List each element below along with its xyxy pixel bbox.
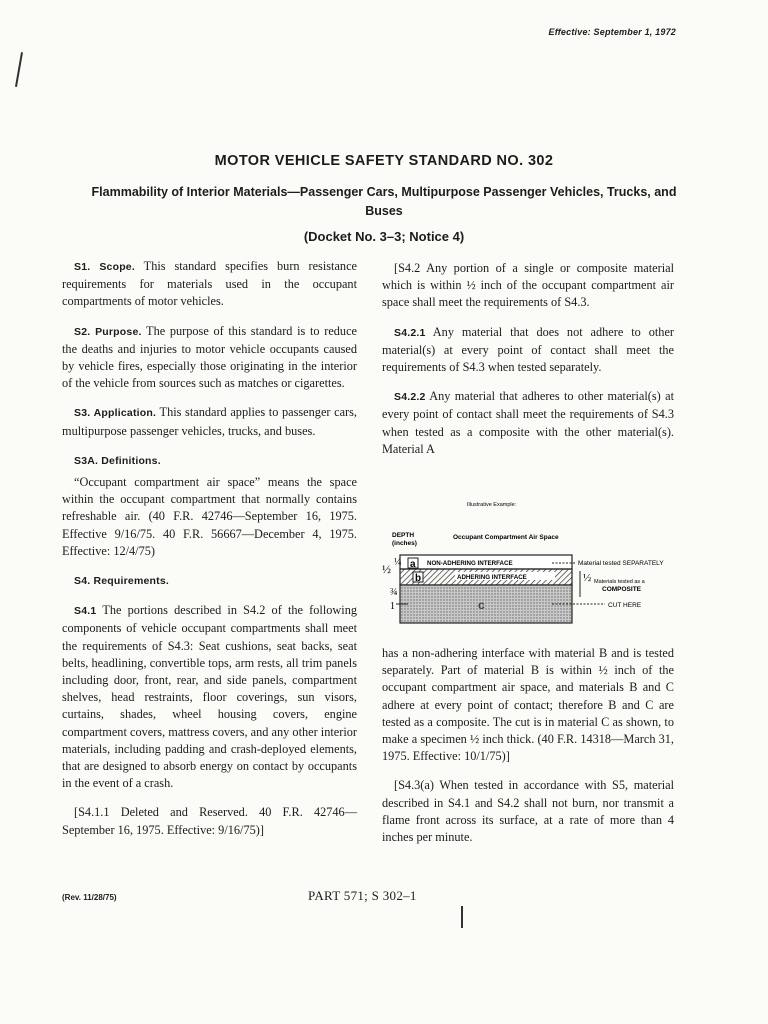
composite-label: COMPOSITE — [602, 586, 642, 593]
depth-half: ½ — [382, 562, 391, 576]
revision-date: (Rev. 11/28/75) — [62, 893, 117, 902]
diagram-svg — [380, 497, 680, 642]
tested-separately-label: Material tested SEPARATELY — [578, 560, 664, 567]
section-s3: S3. Application. This standard applies to passenger cars, multipurpose passenger vehicles, trucks, and buses. — [62, 405, 357, 438]
depth-quarter: ¼ — [394, 557, 402, 568]
half-right: ½ — [583, 572, 592, 584]
section-s3a-definition: “Occupant compartment air space” means the space within the occupant compartment that normally contains refreshable air. (40 F.R. 42746—September 16, 1975. Effective 9/16/75. 40 F.R. 56667—December 4, 1975. Effective: 12/4/75) — [62, 475, 357, 558]
section-s4-2-2: S4.2.2 Any material that adheres to other material(s) at every point of contact shall meet the requirements of S4.3 when tested as a composite with the other material(s). Material A — [382, 389, 674, 456]
section-s4-2: [S4.2 Any portion of a single or composite material which is within ½ inch of the occupant compartment air space shall meet the requirements of S4.3. — [382, 261, 674, 310]
left-column — [62, 258, 357, 851]
section-s2: S2. Purpose. The purpose of this standard is to reduce the deaths and injuries to motor vehicle occupants caused by vehicle fires, especially those originating in the interior of the vehicle from sources such as matches or cigarettes. — [62, 323, 357, 391]
section-s4-2-1: S4.2.1 Any material that does not adhere to other material(s) at every point of contact shall meet the requirements of S4.3 when tested separately. — [382, 324, 674, 375]
page-subtitle: Flammability of Interior Materials—Passenger Cars, Multipurpose Passenger Vehicles, Trucks, and Buses — [91, 185, 677, 218]
material-c-layer — [400, 585, 572, 623]
page-title: MOTOR VEHICLE SAFETY STANDARD NO. 302 — [214, 153, 554, 169]
right-column-top — [382, 260, 674, 470]
section-s4-1-1: [S4.1.1 Deleted and Reserved. 40 F.R. 42746—September 16, 1975. Effective: 9/16/75)] — [62, 805, 357, 837]
section-s4-heading: S4. Requirements. — [74, 575, 170, 588]
diagram-caption: Illustrative Example: — [467, 502, 517, 508]
label-c: c — [478, 598, 485, 612]
illustrative-diagram — [380, 497, 680, 642]
section-s4-3: [S4.3(a) When tested in accordance with S5, material described in S4.1 and S4.2 shall not burn, nor transmit a flame front across its surface, at a rate of more than 4 inches per minute. — [382, 778, 674, 845]
non-adhering-label: NON-ADHERING INTERFACE — [427, 560, 513, 567]
section-s3a-heading: S3A. Definitions. — [74, 454, 161, 467]
right-column-bottom — [382, 645, 674, 858]
depth-three-quarter: ¾ — [390, 587, 398, 598]
docket-number: (Docket No. 3–3; Notice 4) — [303, 229, 465, 244]
label-a: a — [410, 559, 416, 570]
effective-date: Effective: September 1, 1972 — [548, 27, 676, 37]
cut-here-label: CUT HERE — [608, 602, 642, 609]
depth-units: (inches) — [392, 540, 417, 547]
section-s4-1: S4.1 The portions described in S4.2 of the following components of vehicle occupant compartments shall meet the requirements of S4.3: Seat cushions, seat backs, seat belts, headlining, convertible tops, arm rests, all trim panels including door, front, rear, and side panels, compartment shelves, head restraints, floor coverings, sun visors, curtains, shades, wheel housing covers, engine compartment covers, mattress covers, and any other interior materials, including padding and crash-deployed elements, that are designed to absorb energy on contact by occupants in the event of a crash. — [62, 603, 357, 791]
depth-one: 1 — [390, 601, 395, 612]
adhering-label: ADHERING INTERFACE — [457, 574, 527, 581]
scan-mark — [15, 52, 23, 87]
depth-label: DEPTH — [392, 532, 415, 539]
tested-as-label: Materials tested as a — [594, 579, 645, 585]
page-number: PART 571; S 302–1 — [308, 888, 417, 903]
label-b: b — [415, 573, 422, 584]
air-space-label: Occupant Compartment Air Space — [453, 534, 559, 541]
scan-mark — [461, 906, 463, 928]
section-s1: S1. Scope. This standard specifies burn resistance requirements for materials used in the occupant compartments of motor vehicles. — [62, 259, 357, 309]
material-a-continuation: has a non-adhering interface with material B and is tested separately. Part of material B is within ½ inch of the occupant compartment air space, and materials B and C adhere at every point of contact; therefore B and C are tested as a composite. The cut is in material C as shown, to make a specimen ½ inch thick. (40 F.R. 14318—March 31, 1975. Effective: 10/1/75)] — [382, 646, 674, 764]
